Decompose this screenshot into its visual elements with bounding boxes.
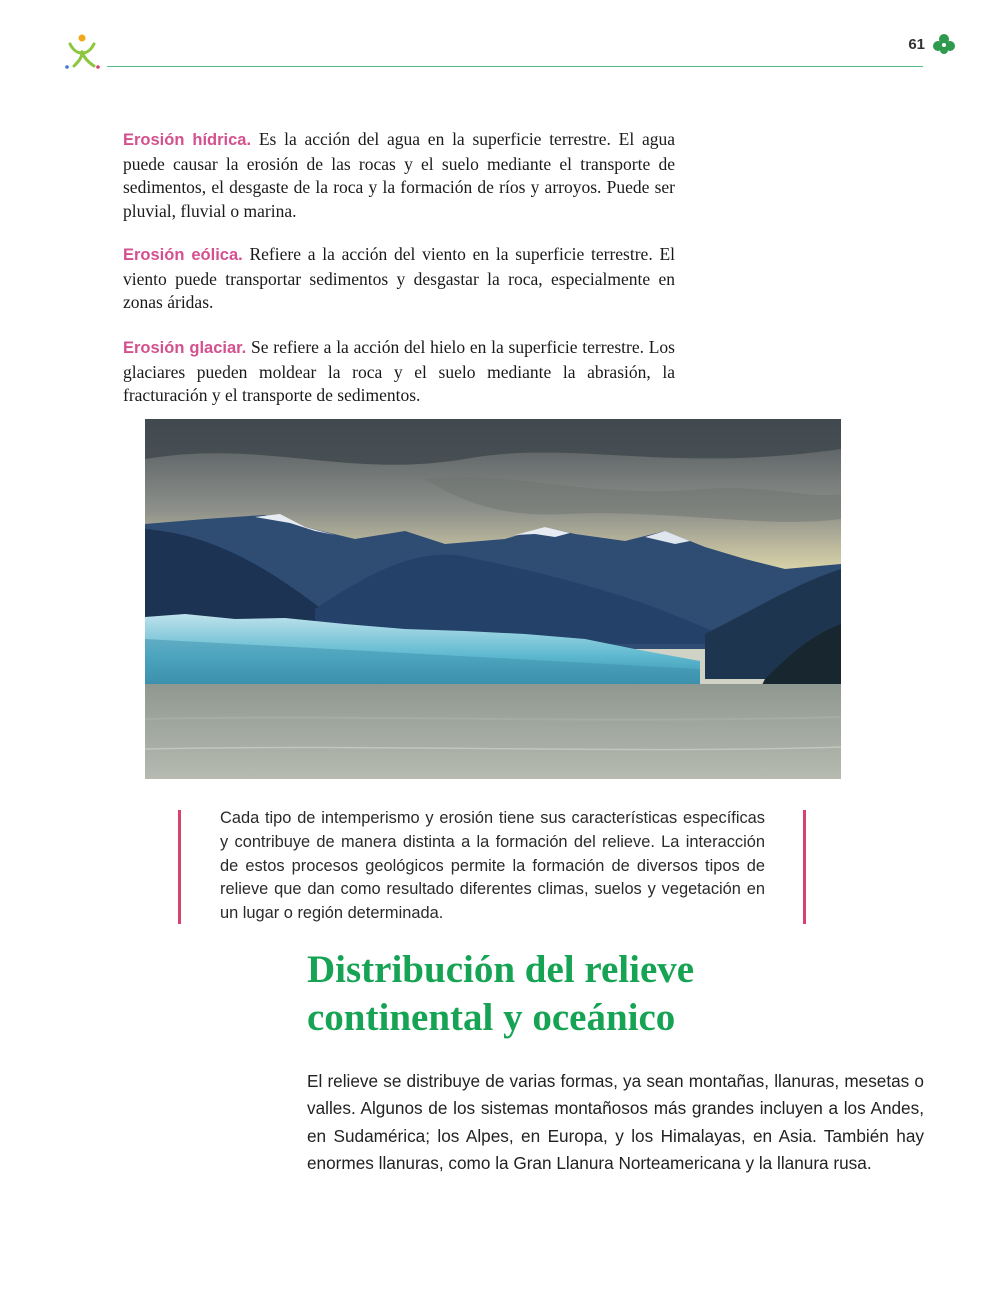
paragraph-erosion-hidrica (123, 128, 675, 223)
section-body: El relieve se distribuye de varias formas, ya sean montañas, llanuras, mesetas o valles. Algunos de los sistemas montañosos más grandes incluyen a los Andes, en Sudamérica; los Alpes, en Europa, y los Himalayas, en Asia. También hay enormes llanuras, como la Gran Llanura Norteamericana y la llanura rusa. (307, 1071, 924, 1173)
callout-left-bar (178, 810, 181, 924)
paragraph-text: Es la acción del agua en la superficie terrestre. El agua puede causar la erosión de las rocas y el suelo mediante el transporte de sedimentos, el desgaste de la roca y la formación de ríos y arroyos. Puede ser pluvial, fluvial o marina. (123, 129, 675, 221)
term-erosion-glaciar: Erosión glaciar. (123, 339, 247, 357)
term-erosion-eolica: Erosión eólica. (123, 246, 243, 264)
term-erosion-hidrica: Erosión hídrica. (123, 131, 252, 149)
callout-right-bar (803, 810, 806, 924)
paragraph-erosion-eolica (123, 243, 675, 315)
paragraph-erosion-glaciar (123, 336, 675, 408)
section-title (307, 946, 867, 1042)
section-title-line2: continental y oceánico (307, 996, 676, 1039)
paragraph-text: Se refiere a la acción del hielo en la superficie terrestre. Los glaciares pueden moldear la roca y el suelo mediante la abrasión, la fracturación y el transporte de sedimentos. (123, 337, 675, 405)
callout-text: Cada tipo de intemperismo y erosión tiene sus características específicas y contribuye de manera distinta a la formación del relieve. La interacción de estos procesos geológicos permite la formación de diversos tipos de relieve que dan como resultado diferentes climas, suelos y vegetación en un lugar o región determinada. (220, 809, 765, 923)
green-clover-icon (930, 31, 958, 59)
page-number: 61 (908, 36, 925, 53)
section-title-line1: Distribución del relieve (307, 948, 695, 991)
glacier-landscape-photo (145, 419, 841, 779)
paragraph-text: Refiere a la acción del viento en la superficie terrestre. El viento puede transportar sedimentos y desgastar la roca, especialmente en zonas áridas. (123, 244, 676, 312)
header-rule (107, 66, 923, 67)
child-figure-logo-icon (60, 30, 104, 74)
